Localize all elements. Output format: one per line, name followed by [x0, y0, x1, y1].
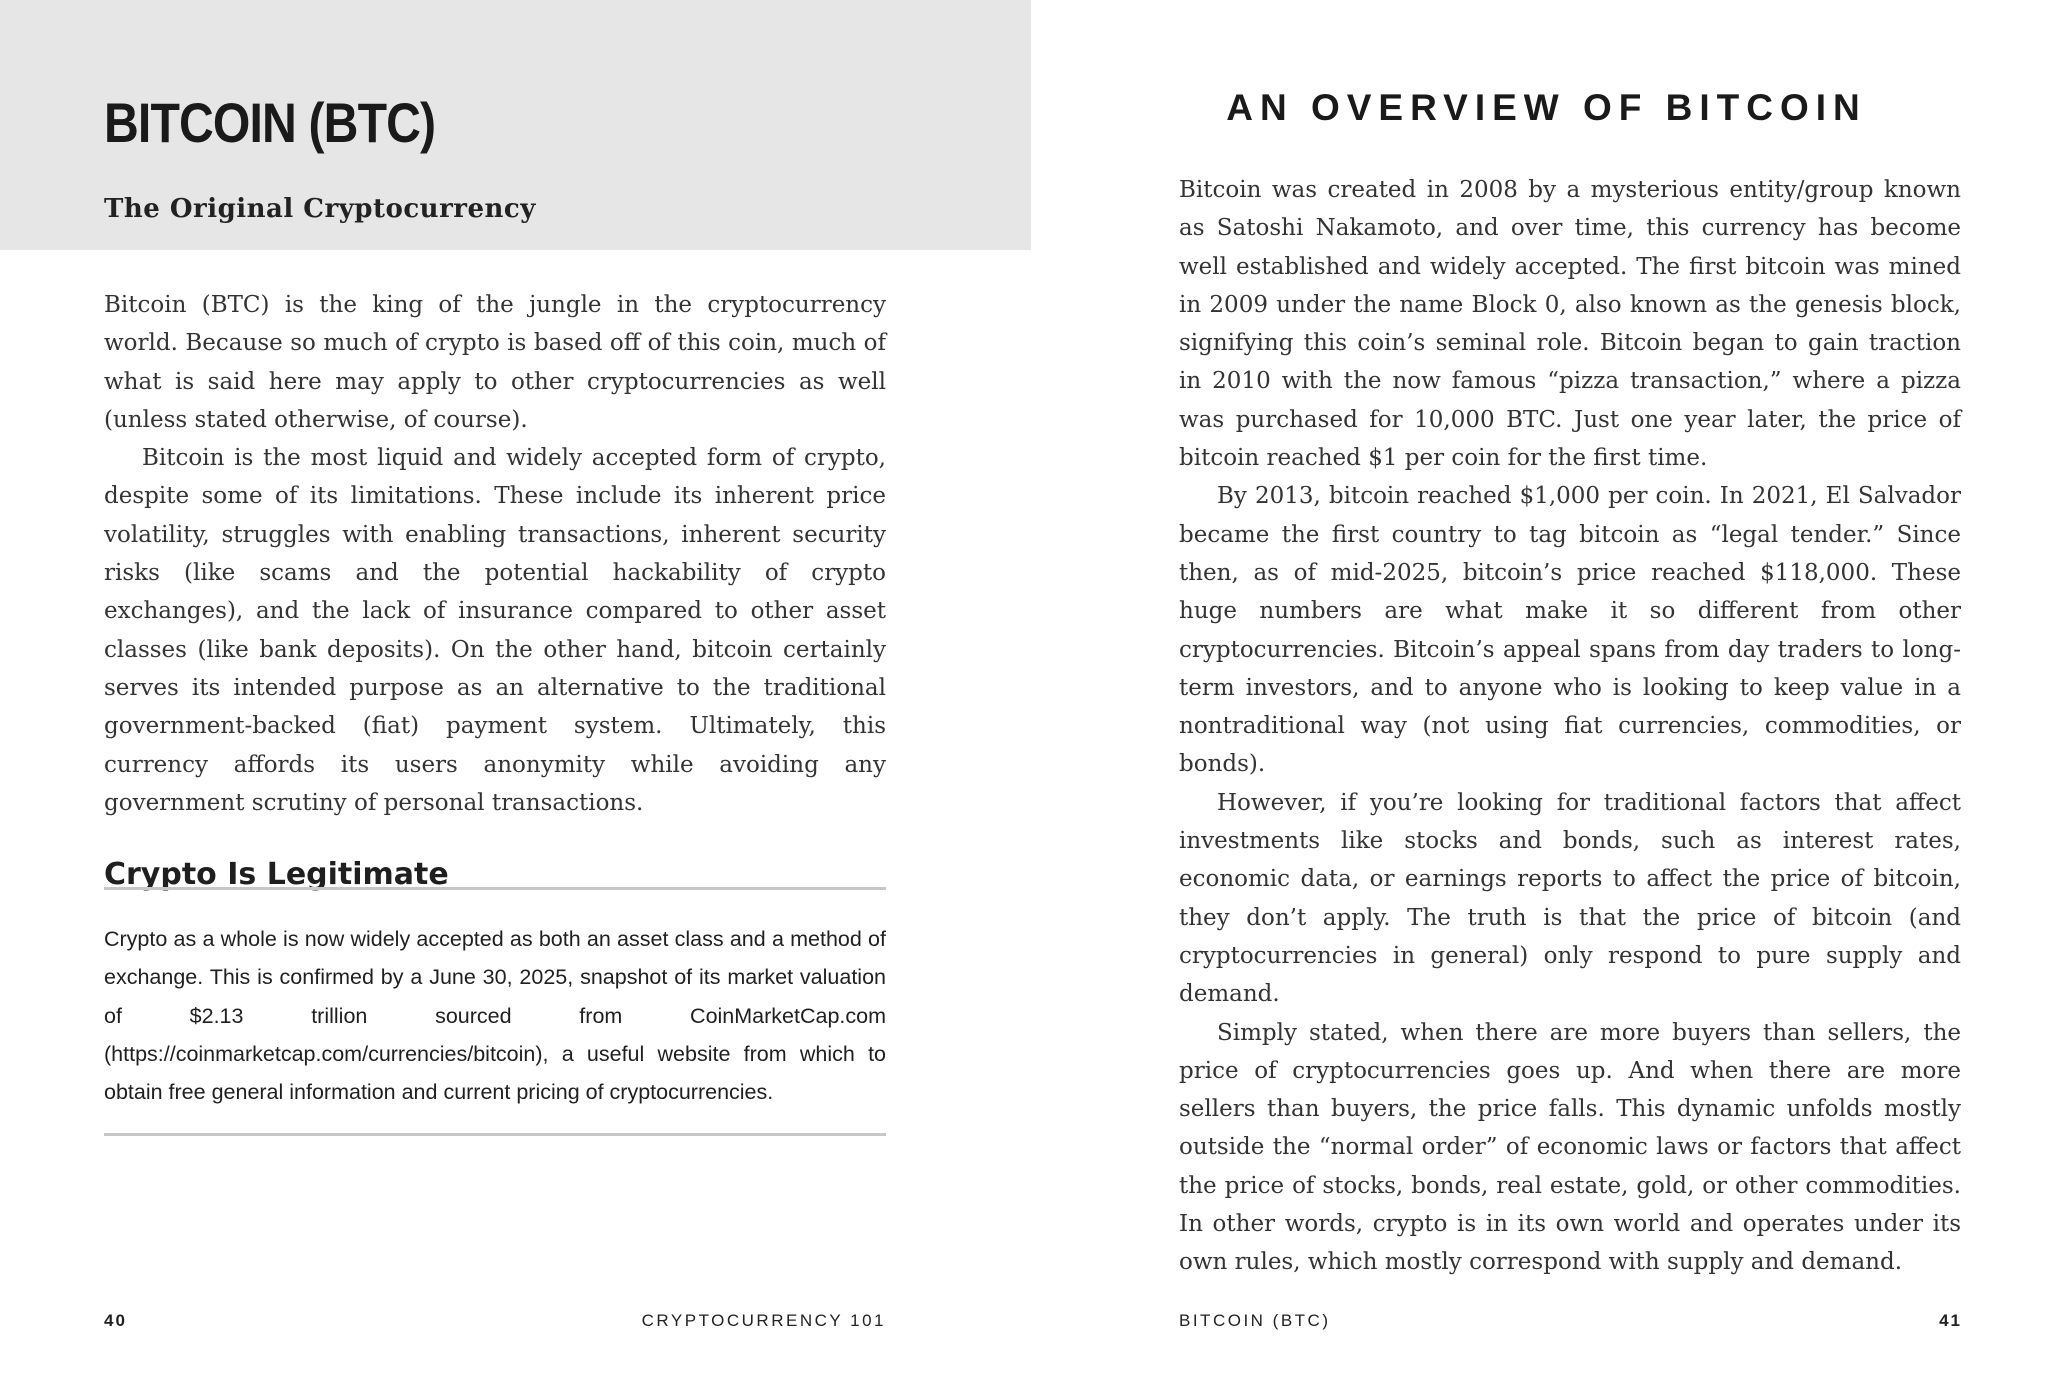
sidebar-text: Crypto as a whole is now widely accepted as both an asset class and a method of exchange. This is confirmed by a June 30, 2025, snapshot of its market valuation of $2.13 trillion sourced from CoinMarketCap.com (https://coinmarketcap.com/currencies/bitcoin), a useful website from which to obtain free general information and current pricing of cryptocurrencies.	[104, 927, 886, 1105]
right-body-text	[1179, 171, 1961, 1282]
paragraph: Bitcoin was created in 2008 by a mysterious entity/group known as Satoshi Nakamoto, and over time, this currency has become well established and widely accepted. The first bitcoin was mined in 2009 under the name Block 0, also known as the genesis block, signifying this coin’s seminal role. Bitcoin began to gain traction in 2010 with the now famous “pizza transaction,” where a pizza was purchased for 10,000 BTC. Just one year later, the price of bitcoin reached $1 per coin for the first time.	[1179, 177, 1961, 472]
running-title: CRYPTOCURRENCY 101	[641, 1311, 886, 1330]
sidebar-top-rule	[104, 887, 886, 890]
chapter-title: BITCOIN (BTC)	[104, 91, 436, 154]
running-title: BITCOIN (BTC)	[1179, 1311, 1331, 1330]
page-number: 40	[104, 1311, 127, 1330]
page-number: 41	[1939, 1311, 1962, 1330]
paragraph: Simply stated, when there are more buyers than sellers, the price of cryptocurrencies goes up. And when there are more sellers than buyers, the price falls. This dynamic unfolds mostly outside the “normal order” of economic laws or factors that affect the price of stocks, bonds, real estate, gold, or other commodities. In other words, crypto is in its own world and operates under its own rules, which mostly correspond with supply and demand.	[1179, 1019, 1961, 1276]
paragraph: However, if you’re looking for traditional factors that affect investments like stocks and bonds, such as interest rates, economic data, or earnings reports to affect the price of bitcoin, they don’t apply. The truth is that the price of bitcoin (and cryptocurrencies in general) only respond to pure supply and demand.	[1179, 789, 1961, 1008]
sidebar-heading: Crypto Is Legitimate	[104, 857, 449, 892]
paragraph: By 2013, bitcoin reached $1,000 per coin. In 2021, El Salvador became the first country to tag bitcoin as “legal tender.” Since then, as of mid-2025, bitcoin’s price reached $118,000. These huge numbers are what make it so different from other cryptocurrencies. Bitcoin’s appeal spans from day traders to long-term investors, and to anyone who is looking to keep value in a nontraditional way (not using fiat currencies, commodities, or bonds).	[1179, 483, 1961, 778]
section-heading: AN OVERVIEW OF BITCOIN	[1226, 87, 1867, 128]
chapter-subtitle: The Original Cryptocurrency	[104, 194, 536, 224]
right-page	[1031, 0, 2062, 1400]
paragraph: Bitcoin (BTC) is the king of the jungle in the cryptocurrency world. Because so much of crypto is based off of this coin, much of what is said here may apply to other cryptocurrencies as well (unless stated otherwise, of course).	[104, 292, 886, 433]
sidebar-bottom-rule	[104, 1133, 886, 1136]
left-body-text	[104, 286, 886, 822]
paragraph: Bitcoin is the most liquid and widely accepted form of crypto, despite some of its limitations. These include its inherent price volatility, struggles with enabling transactions, inherent security risks (like scams and the potential hackability of crypto exchanges), and the lack of insurance compared to other asset classes (like bank deposits). On the other hand, bitcoin certainly serves its intended purpose as an alternative to the traditional government-backed (fiat) payment system. Ultimately, this currency affords its users anonymity while avoiding any government scrutiny of personal transactions.	[104, 445, 886, 816]
